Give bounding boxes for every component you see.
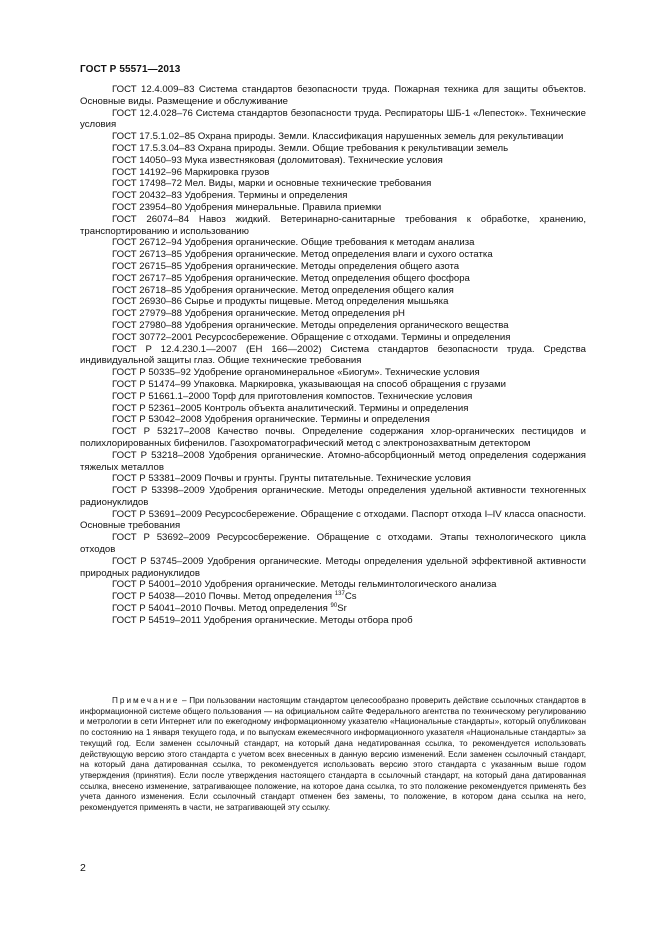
reference-text: ГОСТ Р 54038—2010 Почвы. Метод определения [112,591,335,603]
reference-item: ГОСТ Р 53218–2008 Удобрения органические. Атомно-абсорбционный метод определения содержания тяжелых металлов [80,449,586,473]
reference-item: ГОСТ 27979–88 Удобрения органические. Метод определения pH [112,308,405,320]
reference-item: ГОСТ 17.5.3.04–83 Охрана природы. Земли. Общие требования к рекультивации земель [112,142,509,154]
reference-item: ГОСТ Р 53381–2009 Почвы и грунты. Грунты питательные. Технические условия [112,473,471,485]
reference-item: ГОСТ Р 51474–99 Упаковка. Маркировка, указывающая на способ обращения с грузами [112,378,507,390]
reference-item: ГОСТ 26718–85 Удобрения органические. Метод определения общего калия [112,284,454,296]
reference-item: ГОСТ 17.5.1.02–85 Охрана природы. Земли. Классификация нарушенных земель для рекультивации [112,131,564,143]
reference-item: ГОСТ Р 50335–92 Удобрение органоминеральное «Биогум». Технические условия [112,367,480,379]
reference-text: ГОСТ Р 54041–2010 Почвы. Метод определения [112,603,331,615]
document-header: ГОСТ Р 55571—2013 [80,64,181,75]
reference-item: ГОСТ Р 12.4.230.1—2007 (ЕН 166—2002) Система стандартов безопасности труда. Средства индивидуальной защиты глаз. Общие технические требования [80,343,586,367]
reference-item: ГОСТ Р 54001–2010 Удобрения органические. Методы гельминтологического анализа [112,579,497,591]
reference-item: ГОСТ 26074–84 Навоз жидкий. Ветеринарно-санитарные требования к обработке, хранению, транспортированию и использованию [80,213,586,237]
normative-references-list [80,84,586,627]
isotope-mass-number: 137 [334,591,345,598]
reference-item: ГОСТ 23954–80 Удобрения минеральные. Правила приемки [112,201,382,213]
reference-item: ГОСТ 27980–88 Удобрения органические. Методы определения органического вещества [112,319,509,331]
isotope-element: Cs [344,591,357,603]
page-number: 2 [80,862,86,874]
reference-item: ГОСТ Р 53692–2009 Ресурсосбережение. Обращение с отходами. Этапы технологического цикла отходов [80,532,586,556]
reference-item: ГОСТ 12.4.009–83 Система стандартов безопасности труда. Пожарная техника для защиты объектов. Основные виды. Размещение и обслуживание [80,84,586,107]
reference-item: ГОСТ 26717–85 Удобрения органические. Метод определения общего фосфора [112,272,470,284]
reference-item: ГОСТ 14192–96 Маркировка грузов [112,166,270,178]
reference-item: ГОСТ Р 52361–2005 Контроль объекта аналитический. Термины и определения [112,402,469,414]
reference-item-sr90 [80,603,586,615]
reference-item: ГОСТ 14050–93 Мука известняковая (доломитовая). Технические условия [112,154,443,166]
reference-item: ГОСТ Р 53745–2009 Удобрения органические. Методы определения удельной эффективной активности природных радионуклидов [80,555,586,579]
reference-item-cs137 [80,591,586,603]
reference-item: ГОСТ Р 54519–2011 Удобрения органические. Методы отбора проб [112,614,413,626]
reference-item: ГОСТ 17498–72 Мел. Виды, марки и основные технические требования [112,178,432,190]
reference-item: ГОСТ 26715–85 Удобрения органические. Методы определения общего азота [112,260,460,272]
reference-item: ГОСТ Р 51661.1–2000 Торф для приготовления компостов. Технические условия [112,390,473,402]
note-paragraph [80,696,586,814]
reference-item: ГОСТ 26713–85 Удобрения органические. Метод определения влаги и сухого остатка [112,249,493,261]
reference-item: ГОСТ 12.4.028–76 Система стандартов безопасности труда. Респираторы ШБ-1 «Лепесток». Технические условия [80,107,586,131]
reference-item: ГОСТ 26712–94 Удобрения органические. Общие требования к методам анализа [112,237,475,249]
reference-item: ГОСТ 20432–83 Удобрения. Термины и определения [112,190,348,202]
reference-item: ГОСТ Р 53691–2009 Ресурсосбережение. Обращение с отходами. Паспорт отхода I–IV класса опасности. Основные требования [80,508,586,532]
isotope-element: Sr [337,603,347,615]
note-label: Примечание [112,696,180,705]
isotope-mass-number: 90 [330,603,338,610]
reference-item: ГОСТ 30772–2001 Ресурсосбережение. Обращение с отходами. Термины и определения [112,331,511,343]
reference-item: ГОСТ Р 53217–2008 Качество почвы. Определение содержания хлор-органических пестицидов и полихлорированных бифенилов. Газохроматографический метод с электронозахватным детектором [80,426,586,449]
note-text: – При пользовании настоящим стандартом целесообразно проверить действие ссылочных стандартов в информационной системе общего пользования — на официальном сайте Федерального агентства по техническому регулированию и метрологии в сети Интернет или по ежегодному информационному указателю «Национальные стандарты», который опубликован по состоянию на 1 января текущего года, и по выпускам ежемесячного информационного указателя «Национальные стандарты» за текущий год. Если заменен ссылочный стандарт, на который дана недатированная ссылка, то рекомендуется использовать действующую версию этого стандарта с учетом всех внесенных в данную версию изменений. Если заменен ссылочный стандарт, на который дана датированная ссылка, то рекомендуется использовать версию этого стандарта с указанным выше годом утверждения (принятия). Если после утверждения настоящего стандарта в ссылочный стандарт, на который дана датированная ссылка, внесено изменение, затрагивающее положение, на которое дана ссылка, то это положение рекомендуется применять без учета данного изменения. Если ссылочный стандарт отменен без замены, то положение, в котором дана ссылка на него, рекомендуется применять в части, не затрагивающей эту ссылку. [80,696,586,813]
reference-item: ГОСТ 26930–86 Сырье и продукты пищевые. Метод определения мышьяка [112,296,449,308]
reference-item: ГОСТ Р 53398–2009 Удобрения органические. Методы определения удельной активности техногенных радионуклидов [80,485,586,508]
reference-item: ГОСТ Р 53042–2008 Удобрения органические. Термины и определения [112,414,430,426]
